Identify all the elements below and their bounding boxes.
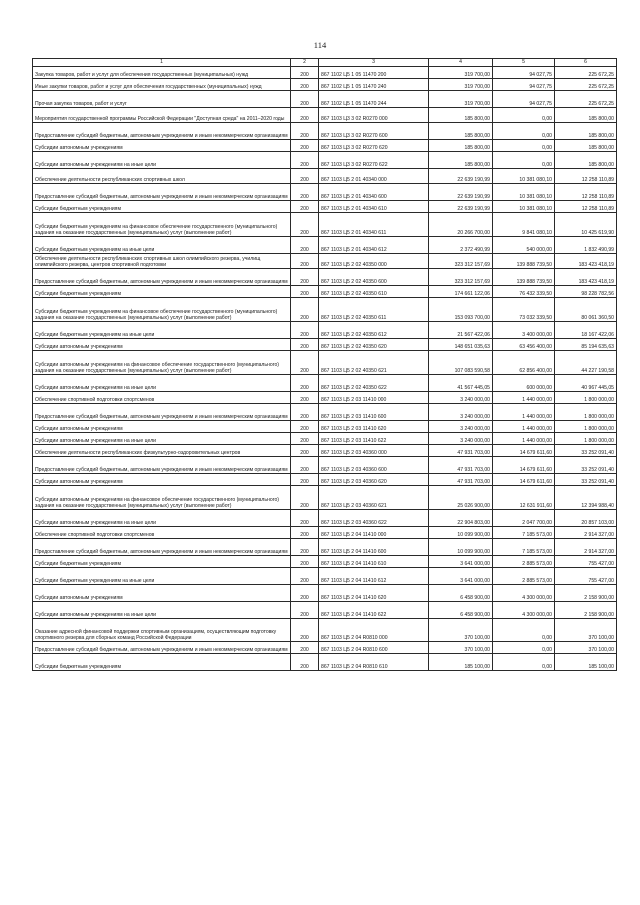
row-code: 867 1102 Ц5 1 05 11470 244 — [319, 91, 429, 108]
row-group: 200 — [291, 298, 319, 322]
row-group: 200 — [291, 457, 319, 474]
row-group: 200 — [291, 351, 319, 375]
row-group: 200 — [291, 654, 319, 671]
row-code: 867 1103 Ц5 2 03 40360 621 — [319, 486, 429, 510]
row-executed: 76 432 339,50 — [493, 286, 555, 298]
row-remaining: 2 158 900,00 — [555, 585, 617, 602]
row-code: 867 1103 Ц3 3 02 R0270 620 — [319, 140, 429, 152]
row-name: Субсидии бюджетным учреждениям на финансовое обеспечение государственного (муниципального) задания на оказание государственных (муниципальных) услуг (выполнение работ) — [33, 213, 291, 237]
row-code: 867 1103 Ц5 2 01 40340 000 — [319, 169, 429, 184]
row-planned: 21 567 422,06 — [429, 322, 493, 339]
row-remaining: 1 800 000,00 — [555, 404, 617, 421]
row-planned: 10 099 900,00 — [429, 527, 493, 539]
row-name: Субсидии автономным учреждениям на иные цели — [33, 375, 291, 392]
row-group: 200 — [291, 67, 319, 79]
row-planned: 3 641 000,00 — [429, 556, 493, 568]
row-remaining: 2 914 327,00 — [555, 539, 617, 556]
row-code: 867 1103 Ц5 2 02 40350 611 — [319, 298, 429, 322]
table-row — [33, 169, 617, 184]
table-row — [33, 457, 617, 474]
row-group: 200 — [291, 79, 319, 91]
row-executed: 1 440 000,00 — [493, 433, 555, 445]
row-code: 867 1103 Ц5 2 03 11410 000 — [319, 392, 429, 404]
row-remaining: 225 672,25 — [555, 79, 617, 91]
table-row — [33, 539, 617, 556]
row-planned: 22 639 190,99 — [429, 184, 493, 201]
row-remaining: 183 423 418,19 — [555, 254, 617, 269]
row-planned: 3 240 000,00 — [429, 392, 493, 404]
row-group: 200 — [291, 585, 319, 602]
row-code: 867 1103 Ц5 2 03 11410 620 — [319, 421, 429, 433]
row-remaining: 10 425 619,90 — [555, 213, 617, 237]
row-group: 200 — [291, 404, 319, 421]
row-name: Субсидии автономным учреждениям на иные цели — [33, 510, 291, 527]
row-name: Мероприятия государственной программы Российской Федерации "Доступная среда" на 2011–2020 годы — [33, 108, 291, 123]
row-code: 867 1103 Ц5 2 03 40360 600 — [319, 457, 429, 474]
row-remaining: 2 914 327,00 — [555, 527, 617, 539]
row-group: 200 — [291, 527, 319, 539]
row-executed: 2 885 573,00 — [493, 556, 555, 568]
row-remaining: 755 427,00 — [555, 568, 617, 585]
row-executed: 62 856 400,00 — [493, 351, 555, 375]
row-executed: 0,00 — [493, 108, 555, 123]
row-executed: 540 000,00 — [493, 237, 555, 254]
row-name: Субсидии бюджетным учреждениям на финансовое обеспечение государственного (муниципального) задания на оказание государственных (муниципальных) услуг (выполнение работ) — [33, 298, 291, 322]
row-group: 200 — [291, 433, 319, 445]
row-group: 200 — [291, 322, 319, 339]
row-executed: 2 885 573,00 — [493, 568, 555, 585]
row-code: 867 1103 Ц5 2 04 11410 000 — [319, 527, 429, 539]
row-group: 200 — [291, 286, 319, 298]
table-row — [33, 642, 617, 654]
row-planned: 22 904 803,00 — [429, 510, 493, 527]
row-code: 867 1103 Ц5 2 04 11410 620 — [319, 585, 429, 602]
row-group: 200 — [291, 556, 319, 568]
row-executed: 2 047 700,00 — [493, 510, 555, 527]
row-code: 867 1103 Ц5 2 03 11410 622 — [319, 433, 429, 445]
row-executed: 1 440 000,00 — [493, 404, 555, 421]
row-executed: 0,00 — [493, 140, 555, 152]
row-executed: 14 679 611,60 — [493, 457, 555, 474]
row-code: 867 1103 Ц5 2 04 11410 600 — [319, 539, 429, 556]
row-remaining: 98 228 782,56 — [555, 286, 617, 298]
row-code: 867 1103 Ц5 2 02 40350 000 — [319, 254, 429, 269]
row-name: Предоставление субсидий бюджетным, автономным учреждениям и иным некоммерческим организациям — [33, 457, 291, 474]
table-row — [33, 123, 617, 140]
row-name: Субсидии автономным учреждениям — [33, 474, 291, 486]
row-planned: 148 651 035,63 — [429, 339, 493, 351]
row-planned: 185 100,00 — [429, 654, 493, 671]
table-row — [33, 79, 617, 91]
row-remaining: 370 100,00 — [555, 642, 617, 654]
row-name: Предоставление субсидий бюджетным, автономным учреждениям и иным некоммерческим организациям — [33, 123, 291, 140]
row-code: 867 1103 Ц5 2 04 11410 622 — [319, 602, 429, 619]
row-code: 867 1103 Ц5 2 03 40360 622 — [319, 510, 429, 527]
row-group: 200 — [291, 201, 319, 213]
row-remaining: 185 800,00 — [555, 140, 617, 152]
row-name: Предоставление субсидий бюджетным, автономным учреждениям и иным некоммерческим организациям — [33, 269, 291, 286]
row-executed: 10 381 080,10 — [493, 201, 555, 213]
row-remaining: 185 800,00 — [555, 108, 617, 123]
row-planned: 107 083 590,58 — [429, 351, 493, 375]
row-group: 200 — [291, 254, 319, 269]
row-planned: 22 639 190,99 — [429, 169, 493, 184]
row-executed: 0,00 — [493, 123, 555, 140]
row-name: Субсидии автономным учреждениям на иные цели — [33, 433, 291, 445]
row-name: Субсидии автономным учреждениям — [33, 140, 291, 152]
row-planned: 174 661 122,06 — [429, 286, 493, 298]
row-planned: 2 372 490,99 — [429, 237, 493, 254]
row-group: 200 — [291, 152, 319, 169]
row-group: 200 — [291, 392, 319, 404]
row-planned: 185 800,00 — [429, 123, 493, 140]
row-planned: 370 100,00 — [429, 642, 493, 654]
row-remaining: 40 967 445,05 — [555, 375, 617, 392]
row-remaining: 85 194 635,63 — [555, 339, 617, 351]
row-name: Обеспечение спортивной подготовки спортсменов — [33, 392, 291, 404]
row-remaining: 1 800 000,00 — [555, 433, 617, 445]
row-planned: 22 639 190,99 — [429, 201, 493, 213]
row-planned: 47 931 703,00 — [429, 445, 493, 457]
row-group: 200 — [291, 619, 319, 642]
row-remaining: 33 252 091,40 — [555, 474, 617, 486]
row-name: Субсидии автономным учреждениям — [33, 585, 291, 602]
row-group: 200 — [291, 91, 319, 108]
row-executed: 73 032 339,50 — [493, 298, 555, 322]
row-group: 200 — [291, 108, 319, 123]
row-group: 200 — [291, 339, 319, 351]
table-row — [33, 375, 617, 392]
row-planned: 319 700,00 — [429, 91, 493, 108]
row-group: 200 — [291, 602, 319, 619]
row-planned: 3 641 000,00 — [429, 568, 493, 585]
row-remaining: 18 167 422,06 — [555, 322, 617, 339]
header-col-2: 2 — [291, 59, 319, 67]
row-code: 867 1103 Ц5 2 03 40360 620 — [319, 474, 429, 486]
row-executed: 10 381 080,10 — [493, 184, 555, 201]
row-name: Предоставление субсидий бюджетным, автономным учреждениям и иным некоммерческим организациям — [33, 404, 291, 421]
row-code: 867 1103 Ц5 2 03 11410 600 — [319, 404, 429, 421]
row-planned: 3 240 000,00 — [429, 421, 493, 433]
budget-table — [32, 58, 617, 671]
row-name: Субсидии автономным учреждениям на финансовое обеспечение государственного (муниципального) задания на оказание государственных (муниципальных) услуг (выполнение работ) — [33, 351, 291, 375]
row-executed: 4 300 000,00 — [493, 585, 555, 602]
row-name: Субсидии автономным учреждениям — [33, 421, 291, 433]
row-group: 200 — [291, 140, 319, 152]
row-planned: 47 931 703,00 — [429, 457, 493, 474]
table-row — [33, 568, 617, 585]
row-group: 200 — [291, 169, 319, 184]
table-row — [33, 351, 617, 375]
row-name: Субсидии бюджетным учреждениям — [33, 286, 291, 298]
table-row — [33, 445, 617, 457]
row-executed: 94 027,75 — [493, 67, 555, 79]
row-remaining: 12 258 110,89 — [555, 169, 617, 184]
row-code: 867 1103 Ц5 2 02 40350 622 — [319, 375, 429, 392]
table-row — [33, 486, 617, 510]
table-row — [33, 201, 617, 213]
row-planned: 153 093 700,00 — [429, 298, 493, 322]
row-group: 200 — [291, 474, 319, 486]
row-remaining: 185 800,00 — [555, 152, 617, 169]
row-planned: 25 026 900,00 — [429, 486, 493, 510]
row-executed: 12 631 911,60 — [493, 486, 555, 510]
table-row — [33, 654, 617, 671]
row-remaining: 225 672,25 — [555, 67, 617, 79]
row-name: Предоставление субсидий бюджетным, автономным учреждениям и иным некоммерческим организациям — [33, 184, 291, 201]
row-name: Прочая закупка товаров, работ и услуг — [33, 91, 291, 108]
row-name: Субсидии бюджетным учреждениям — [33, 654, 291, 671]
row-code: 867 1102 Ц5 1 05 11470 240 — [319, 79, 429, 91]
row-planned: 185 800,00 — [429, 140, 493, 152]
header-row — [33, 59, 617, 67]
row-remaining: 755 427,00 — [555, 556, 617, 568]
row-group: 200 — [291, 269, 319, 286]
row-executed: 600 000,00 — [493, 375, 555, 392]
row-group: 200 — [291, 421, 319, 433]
row-name: Субсидии автономным учреждениям на иные цели — [33, 152, 291, 169]
row-executed: 139 888 739,50 — [493, 254, 555, 269]
row-name: Предоставление субсидий бюджетным, автономным учреждениям и иным некоммерческим организациям — [33, 642, 291, 654]
row-code: 867 1103 Ц5 2 02 40350 612 — [319, 322, 429, 339]
page-number: 114 — [313, 40, 327, 50]
table-row — [33, 510, 617, 527]
row-name: Обеспечение деятельности республиканских спортивных школ — [33, 169, 291, 184]
row-code: 867 1102 Ц5 1 05 11470 200 — [319, 67, 429, 79]
row-executed: 4 300 000,00 — [493, 602, 555, 619]
row-executed: 10 381 080,10 — [493, 169, 555, 184]
row-remaining: 33 252 091,40 — [555, 457, 617, 474]
row-code: 867 1103 Ц5 2 04 R0810 000 — [319, 619, 429, 642]
table-row — [33, 152, 617, 169]
row-remaining: 183 423 418,19 — [555, 269, 617, 286]
row-executed: 139 888 739,50 — [493, 269, 555, 286]
row-group: 200 — [291, 213, 319, 237]
table-row — [33, 213, 617, 237]
row-name: Субсидии автономным учреждениям на финансовое обеспечение государственного (муниципального) задания на оказание государственных (муниципальных) услуг (выполнение работ) — [33, 486, 291, 510]
table-row — [33, 298, 617, 322]
table-row — [33, 67, 617, 79]
row-remaining: 1 800 000,00 — [555, 392, 617, 404]
table-row — [33, 585, 617, 602]
row-code: 867 1103 Ц3 3 02 R0270 000 — [319, 108, 429, 123]
row-planned: 6 458 900,00 — [429, 602, 493, 619]
row-executed: 94 027,75 — [493, 79, 555, 91]
table-row — [33, 404, 617, 421]
table-row — [33, 339, 617, 351]
table-row — [33, 421, 617, 433]
row-executed: 0,00 — [493, 642, 555, 654]
row-code: 867 1103 Ц5 2 04 R0810 600 — [319, 642, 429, 654]
table-row — [33, 184, 617, 201]
row-code: 867 1103 Ц5 2 04 11410 612 — [319, 568, 429, 585]
row-planned: 3 240 000,00 — [429, 433, 493, 445]
row-code: 867 1103 Ц5 2 02 40350 600 — [319, 269, 429, 286]
row-executed: 7 185 573,00 — [493, 539, 555, 556]
table-row — [33, 392, 617, 404]
row-executed: 14 679 611,60 — [493, 445, 555, 457]
row-group: 200 — [291, 486, 319, 510]
header-col-5: 5 — [493, 59, 555, 67]
row-code: 867 1103 Ц5 2 04 11410 610 — [319, 556, 429, 568]
row-executed: 0,00 — [493, 654, 555, 671]
row-name: Обеспечение деятельности республиканских спортивных школ олимпийского резерва, училищ олимпийского резерва, центров спортивной подготовки — [33, 254, 291, 269]
table-row — [33, 602, 617, 619]
row-name: Закупка товаров, работ и услуг для обеспечения государственных (муниципальных) нужд — [33, 67, 291, 79]
table-row — [33, 140, 617, 152]
row-group: 200 — [291, 510, 319, 527]
row-remaining: 185 800,00 — [555, 123, 617, 140]
row-remaining: 44 227 190,58 — [555, 351, 617, 375]
row-group: 200 — [291, 445, 319, 457]
table-row — [33, 237, 617, 254]
row-planned: 47 931 703,00 — [429, 474, 493, 486]
row-remaining: 225 672,25 — [555, 91, 617, 108]
row-group: 200 — [291, 375, 319, 392]
table-row — [33, 286, 617, 298]
row-code: 867 1103 Ц5 2 01 40340 611 — [319, 213, 429, 237]
table-row — [33, 556, 617, 568]
row-group: 200 — [291, 184, 319, 201]
table-row — [33, 108, 617, 123]
row-name: Оказание адресной финансовой поддержки спортивным организациям, осуществляющим подготовку спортивного резерва для сборных команд Российской Федерации — [33, 619, 291, 642]
row-remaining: 33 252 091,40 — [555, 445, 617, 457]
row-planned: 20 266 700,00 — [429, 213, 493, 237]
row-code: 867 1103 Ц5 2 01 40340 600 — [319, 184, 429, 201]
table-row — [33, 433, 617, 445]
row-executed: 14 679 611,60 — [493, 474, 555, 486]
row-remaining: 12 394 988,40 — [555, 486, 617, 510]
row-group: 200 — [291, 237, 319, 254]
row-name: Предоставление субсидий бюджетным, автономным учреждениям и иным некоммерческим организациям — [33, 539, 291, 556]
row-planned: 319 700,00 — [429, 67, 493, 79]
table-row — [33, 527, 617, 539]
row-group: 200 — [291, 539, 319, 556]
row-remaining: 185 100,00 — [555, 654, 617, 671]
row-executed: 1 440 000,00 — [493, 392, 555, 404]
row-executed: 9 841 080,10 — [493, 213, 555, 237]
row-name: Субсидии бюджетным учреждениям на иные цели — [33, 237, 291, 254]
row-remaining: 2 158 900,00 — [555, 602, 617, 619]
row-name: Субсидии бюджетным учреждениям на иные цели — [33, 568, 291, 585]
row-code: 867 1103 Ц5 2 01 40340 610 — [319, 201, 429, 213]
row-executed: 7 185 573,00 — [493, 527, 555, 539]
row-planned: 41 567 445,05 — [429, 375, 493, 392]
row-name: Иные закупки товаров, работ и услуг для обеспечения государственных (муниципальных) нужд — [33, 79, 291, 91]
row-name: Субсидии бюджетным учреждениям — [33, 556, 291, 568]
row-name: Субсидии бюджетным учреждениям — [33, 201, 291, 213]
row-name: Субсидии автономным учреждениям — [33, 339, 291, 351]
row-planned: 370 100,00 — [429, 619, 493, 642]
row-code: 867 1103 Ц5 2 02 40350 620 — [319, 339, 429, 351]
header-col-1: 1 — [33, 59, 291, 67]
row-remaining: 12 258 110,89 — [555, 184, 617, 201]
row-planned: 323 312 157,69 — [429, 269, 493, 286]
row-group: 200 — [291, 642, 319, 654]
row-planned: 319 700,00 — [429, 79, 493, 91]
row-remaining: 12 258 110,89 — [555, 201, 617, 213]
row-remaining: 370 100,00 — [555, 619, 617, 642]
row-remaining: 1 800 000,00 — [555, 421, 617, 433]
row-code: 867 1103 Ц5 2 02 40350 621 — [319, 351, 429, 375]
row-planned: 185 800,00 — [429, 152, 493, 169]
row-remaining: 20 857 103,00 — [555, 510, 617, 527]
row-code: 867 1103 Ц5 2 01 40340 612 — [319, 237, 429, 254]
row-group: 200 — [291, 568, 319, 585]
row-remaining: 80 061 360,50 — [555, 298, 617, 322]
table-row — [33, 322, 617, 339]
table-row — [33, 254, 617, 269]
row-name: Субсидии бюджетным учреждениям на иные цели — [33, 322, 291, 339]
row-planned: 323 312 157,69 — [429, 254, 493, 269]
row-executed: 0,00 — [493, 619, 555, 642]
row-group: 200 — [291, 123, 319, 140]
row-name: Обеспечение спортивной подготовки спортсменов — [33, 527, 291, 539]
row-name: Обеспечение деятельности республиканских физкультурно-оздоровительных центров — [33, 445, 291, 457]
row-planned: 185 800,00 — [429, 108, 493, 123]
row-remaining: 1 832 490,99 — [555, 237, 617, 254]
row-executed: 0,00 — [493, 152, 555, 169]
row-name: Субсидии автономным учреждениям на иные цели — [33, 602, 291, 619]
row-code: 867 1103 Ц3 3 02 R0270 622 — [319, 152, 429, 169]
row-executed: 63 456 400,00 — [493, 339, 555, 351]
row-executed: 3 400 000,00 — [493, 322, 555, 339]
header-col-6: 6 — [555, 59, 617, 67]
table-row — [33, 91, 617, 108]
row-planned: 10 099 900,00 — [429, 539, 493, 556]
header-col-3: 3 — [319, 59, 429, 67]
row-code: 867 1103 Ц3 3 02 R0270 600 — [319, 123, 429, 140]
row-planned: 6 458 900,00 — [429, 585, 493, 602]
row-code: 867 1103 Ц5 2 02 40350 610 — [319, 286, 429, 298]
row-code: 867 1103 Ц5 2 04 R0810 610 — [319, 654, 429, 671]
row-executed: 1 440 000,00 — [493, 421, 555, 433]
row-code: 867 1103 Ц5 2 03 40360 000 — [319, 445, 429, 457]
table-row — [33, 474, 617, 486]
table-row — [33, 269, 617, 286]
header-col-4: 4 — [429, 59, 493, 67]
row-planned: 3 240 000,00 — [429, 404, 493, 421]
table-row — [33, 619, 617, 642]
row-executed: 94 027,75 — [493, 91, 555, 108]
